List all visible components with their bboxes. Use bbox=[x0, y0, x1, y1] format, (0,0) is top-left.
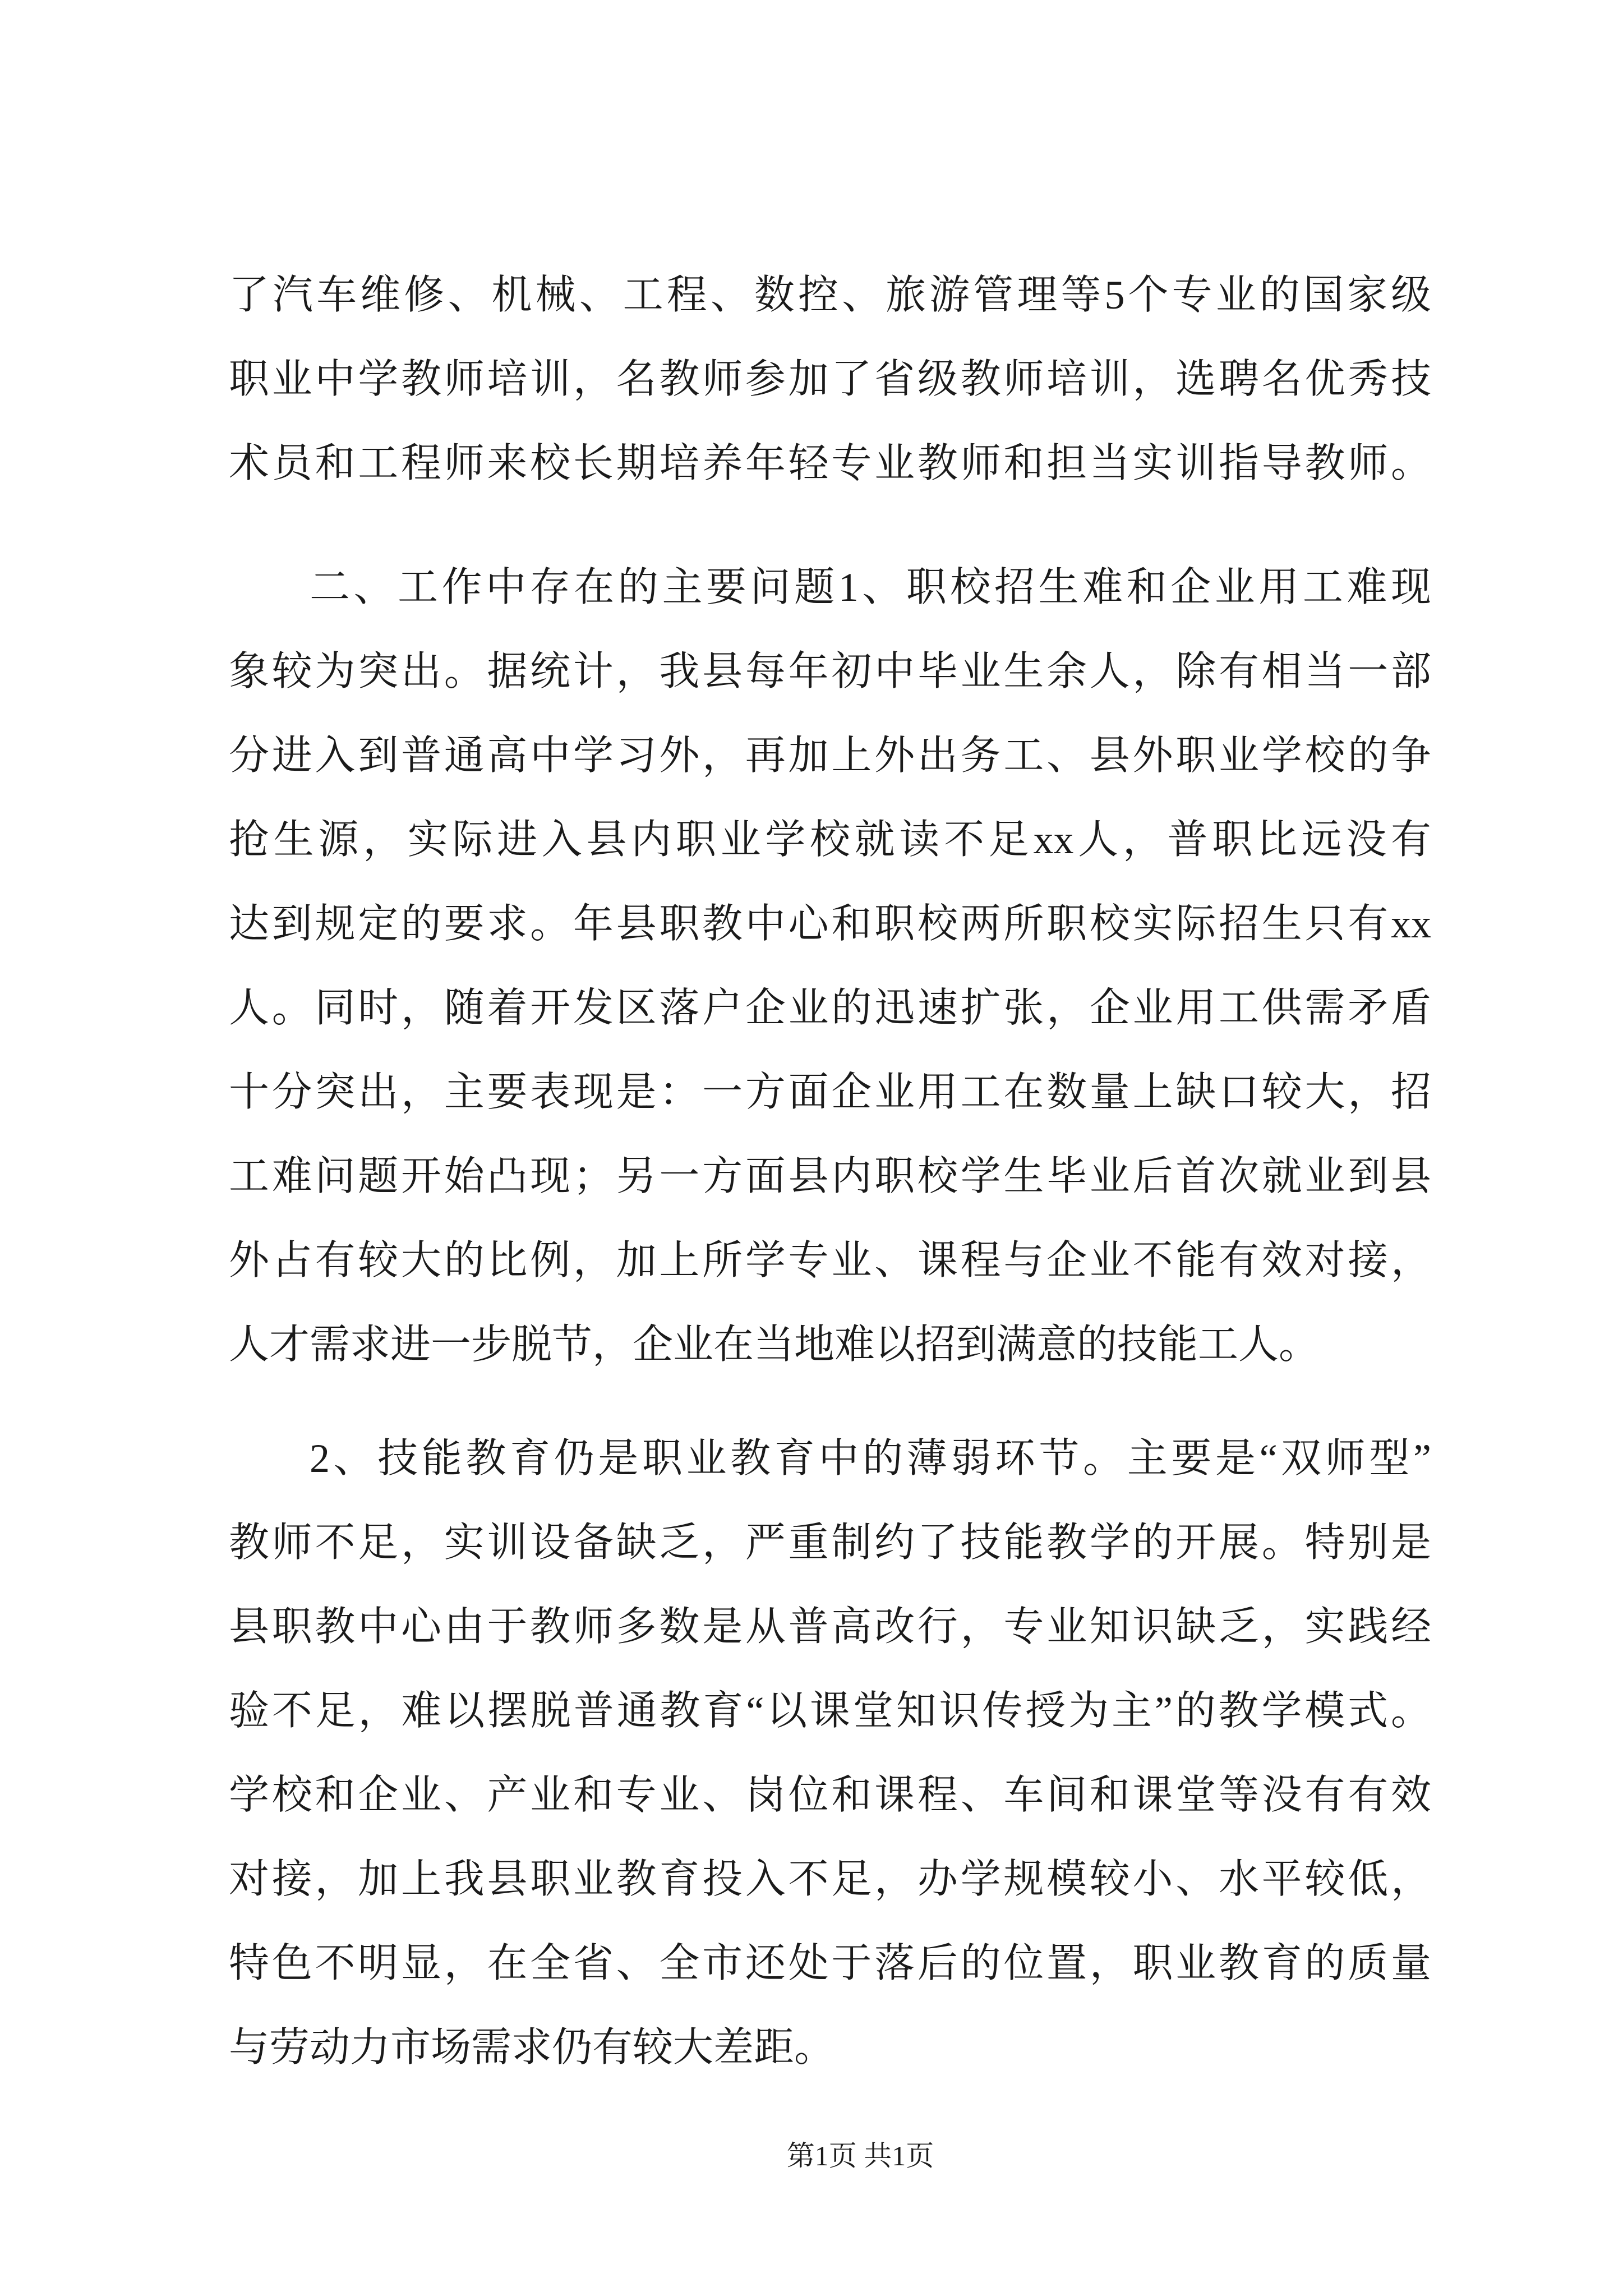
text-line: 验不足，难以摆脱普通教育“以课堂知识传授为主”的教学模式。 bbox=[229, 1688, 1431, 1733]
text-line: 工难问题开始凸现；另一方面县内职校学生毕业后首次就业到县 bbox=[229, 1154, 1431, 1199]
text-line: 达到规定的要求。年县职教中心和职校两所职校实际招生只有xx bbox=[229, 901, 1431, 946]
text-line: 外占有较大的比例，加上所学专业、课程与企业不能有效对接， bbox=[229, 1238, 1431, 1283]
text-line: 对接，加上我县职业教育投入不足，办学规模较小、水平较低， bbox=[229, 1857, 1431, 1902]
text-line: 了汽车维修、机械、工程、数控、旅游管理等5个专业的国家级 bbox=[229, 273, 1431, 318]
text-line: 二、工作中存在的主要问题1、职校招生难和企业用工难现 bbox=[310, 565, 1431, 610]
paragraph bbox=[229, 545, 1431, 1387]
text-line: 与劳动力市场需求仍有较大差距。 bbox=[229, 2025, 835, 2070]
text-line: 县职教中心由于教师多数是从普高改行，专业知识缺乏，实践经 bbox=[229, 1604, 1431, 1649]
text-line: 抢生源，实际进入县内职业学校就读不足xx人，普职比远没有 bbox=[229, 817, 1431, 862]
paragraph bbox=[229, 1416, 1431, 2090]
text-line: 象较为突出。据统计，我县每年初中毕业生余人，除有相当一部 bbox=[229, 649, 1431, 694]
text-line: 分进入到普通高中学习外，再加上外出务工、县外职业学校的争 bbox=[229, 733, 1431, 778]
text-line: 职业中学教师培训，名教师参加了省级教师培训，选聘名优秀技 bbox=[229, 357, 1431, 402]
text-line: 人才需求进一步脱节，企业在当地难以招到满意的技能工人。 bbox=[229, 1322, 1320, 1367]
page-footer: 第1页 共1页 bbox=[786, 2140, 934, 2171]
text-line: 术员和工程师来校长期培养年轻专业教师和担当实训指导教师。 bbox=[229, 441, 1431, 486]
text-line: 2、技能教育仍是职业教育中的薄弱环节。主要是“双师型” bbox=[310, 1436, 1431, 1481]
text-line: 学校和企业、产业和专业、岗位和课程、车间和课堂等没有有效 bbox=[229, 1773, 1431, 1818]
text-line: 教师不足，实训设备缺乏，严重制约了技能教学的开展。特别是 bbox=[229, 1520, 1431, 1565]
text-line: 特色不明显，在全省、全市还处于落后的位置，职业教育的质量 bbox=[229, 1941, 1431, 1986]
text-line: 十分突出，主要表现是：一方面企业用工在数量上缺口较大，招 bbox=[229, 1070, 1431, 1115]
paragraph bbox=[229, 253, 1431, 505]
text-line: 人。同时，随着开发区落户企业的迅速扩张，企业用工供需矛盾 bbox=[229, 986, 1431, 1030]
